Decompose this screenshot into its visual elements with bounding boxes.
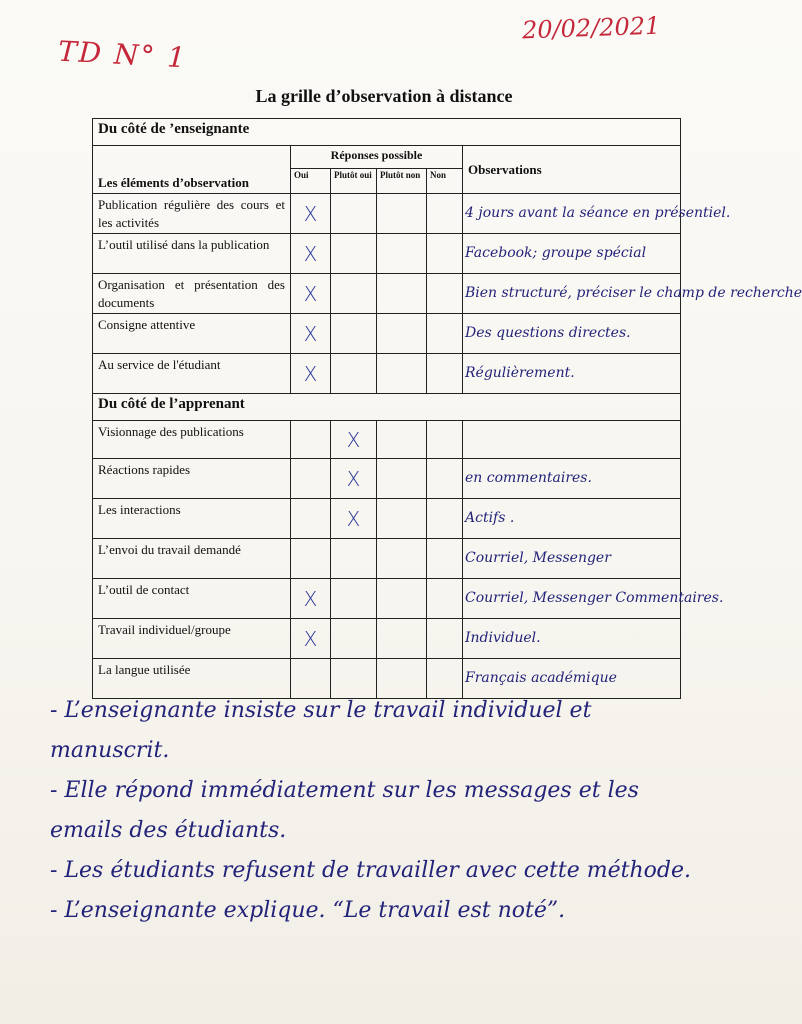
element-cell: Consigne attentive bbox=[93, 314, 291, 354]
observation-cell: Facebook; groupe spécial bbox=[463, 234, 681, 274]
mark-non-cell bbox=[427, 539, 463, 579]
mark-non-cell bbox=[427, 314, 463, 354]
note-line: - L’enseignante explique. “Le travail est noté”. bbox=[50, 898, 566, 923]
mark-plutot-oui-cell bbox=[331, 539, 377, 579]
observation-cell: Actifs . bbox=[463, 499, 681, 539]
element-cell: L’envoi du travail demandé bbox=[93, 539, 291, 579]
table-row bbox=[93, 354, 681, 394]
mark-oui-cell bbox=[291, 659, 331, 699]
table-row bbox=[93, 314, 681, 354]
element-cell: Au service de l'étudiant bbox=[93, 354, 291, 394]
mark-plutot-oui-cell: X bbox=[331, 421, 377, 459]
table-row bbox=[93, 539, 681, 579]
mark-non-cell bbox=[427, 619, 463, 659]
mark-plutot-non-cell bbox=[377, 539, 427, 579]
element-cell: L’outil utilisé dans la publication bbox=[93, 234, 291, 274]
header-observations: Observations bbox=[463, 146, 681, 194]
mark-non-cell bbox=[427, 421, 463, 459]
observation-cell: Régulièrement. bbox=[463, 354, 681, 394]
mark-non-cell bbox=[427, 459, 463, 499]
section-teacher: Du côté de ’enseignante bbox=[93, 119, 681, 146]
mark-oui-cell bbox=[291, 459, 331, 499]
mark-plutot-non-cell bbox=[377, 234, 427, 274]
element-cell: L’outil de contact bbox=[93, 579, 291, 619]
mark-non-cell bbox=[427, 499, 463, 539]
element-cell: Organisation et présentation des documents bbox=[93, 274, 291, 314]
table-row bbox=[93, 659, 681, 699]
mark-plutot-non-cell bbox=[377, 354, 427, 394]
mark-plutot-oui-cell bbox=[331, 619, 377, 659]
mark-plutot-oui-cell: X bbox=[331, 459, 377, 499]
header-non: Non bbox=[427, 169, 463, 194]
mark-oui-cell: X bbox=[291, 354, 331, 394]
note-line: - Les étudiants refusent de travailler avec cette méthode. bbox=[50, 858, 691, 883]
element-cell: Travail individuel/groupe bbox=[93, 619, 291, 659]
mark-non-cell bbox=[427, 659, 463, 699]
header-oui: Oui bbox=[291, 169, 331, 194]
observation-cell: Français académique bbox=[463, 659, 681, 699]
mark-plutot-non-cell bbox=[377, 459, 427, 499]
element-cell: Réactions rapides bbox=[93, 459, 291, 499]
mark-oui-cell bbox=[291, 539, 331, 579]
mark-oui-cell: X bbox=[291, 194, 331, 234]
mark-oui-cell: X bbox=[291, 579, 331, 619]
mark-plutot-oui-cell bbox=[331, 274, 377, 314]
element-cell: Visionnage des publications bbox=[93, 421, 291, 459]
mark-plutot-non-cell bbox=[377, 499, 427, 539]
page-title: La grille d’observation à distance bbox=[255, 86, 513, 106]
handwritten-td-label: TD N° 1 bbox=[57, 34, 189, 75]
observation-cell: Individuel. bbox=[463, 619, 681, 659]
observation-cell: 4 jours avant la séance en présentiel. bbox=[463, 194, 681, 234]
table-row bbox=[93, 421, 681, 459]
mark-oui-cell: X bbox=[291, 314, 331, 354]
mark-plutot-oui-cell bbox=[331, 234, 377, 274]
observation-cell bbox=[463, 421, 681, 459]
table-row bbox=[93, 194, 681, 234]
mark-oui-cell: X bbox=[291, 619, 331, 659]
note-line: - Elle répond immédiatement sur les messages et les bbox=[50, 778, 639, 803]
header-plutot-non: Plutôt non bbox=[377, 169, 427, 194]
header-elements: Les éléments d’observation bbox=[93, 146, 291, 194]
handwritten-date: 20/02/2021 bbox=[521, 11, 661, 45]
table-row bbox=[93, 274, 681, 314]
table-row bbox=[93, 234, 681, 274]
table-row bbox=[93, 499, 681, 539]
mark-plutot-non-cell bbox=[377, 421, 427, 459]
observation-cell: Des questions directes. bbox=[463, 314, 681, 354]
mark-plutot-non-cell bbox=[377, 194, 427, 234]
observation-cell: Bien structuré, préciser le champ de recherche bbox=[463, 274, 681, 314]
note-line: emails des étudiants. bbox=[50, 818, 287, 843]
mark-oui-cell: X bbox=[291, 274, 331, 314]
element-cell: Les interactions bbox=[93, 499, 291, 539]
mark-non-cell bbox=[427, 274, 463, 314]
mark-non-cell bbox=[427, 194, 463, 234]
table-row bbox=[93, 579, 681, 619]
header-plutot-oui: Plutôt oui bbox=[331, 169, 377, 194]
observation-cell: Courriel, Messenger bbox=[463, 539, 681, 579]
header-responses: Réponses possible bbox=[291, 146, 463, 169]
mark-non-cell bbox=[427, 234, 463, 274]
mark-plutot-oui-cell bbox=[331, 579, 377, 619]
mark-plutot-non-cell bbox=[377, 659, 427, 699]
mark-oui-cell: X bbox=[291, 234, 331, 274]
section-learner: Du côté de l’apprenant bbox=[93, 394, 681, 421]
mark-oui-cell bbox=[291, 421, 331, 459]
element-cell: Publication régulière des cours et les activités bbox=[93, 194, 291, 234]
mark-non-cell bbox=[427, 579, 463, 619]
note-line: manuscrit. bbox=[50, 738, 170, 763]
note-line: - L’enseignante insiste sur le travail individuel et bbox=[50, 698, 592, 723]
table-row bbox=[93, 619, 681, 659]
mark-plutot-oui-cell bbox=[331, 194, 377, 234]
mark-plutot-non-cell bbox=[377, 579, 427, 619]
observation-grid bbox=[92, 118, 802, 699]
mark-non-cell bbox=[427, 354, 463, 394]
mark-oui-cell bbox=[291, 499, 331, 539]
element-cell: La langue utilisée bbox=[93, 659, 291, 699]
mark-plutot-oui-cell bbox=[331, 314, 377, 354]
observation-cell: en commentaires. bbox=[463, 459, 681, 499]
mark-plutot-oui-cell bbox=[331, 659, 377, 699]
observation-cell: Courriel, Messenger Commentaires. bbox=[463, 579, 681, 619]
mark-plutot-non-cell bbox=[377, 314, 427, 354]
handwritten-notes bbox=[50, 700, 750, 940]
table-row bbox=[93, 459, 681, 499]
mark-plutot-non-cell bbox=[377, 619, 427, 659]
mark-plutot-non-cell bbox=[377, 274, 427, 314]
mark-plutot-oui-cell: X bbox=[331, 499, 377, 539]
mark-plutot-oui-cell bbox=[331, 354, 377, 394]
